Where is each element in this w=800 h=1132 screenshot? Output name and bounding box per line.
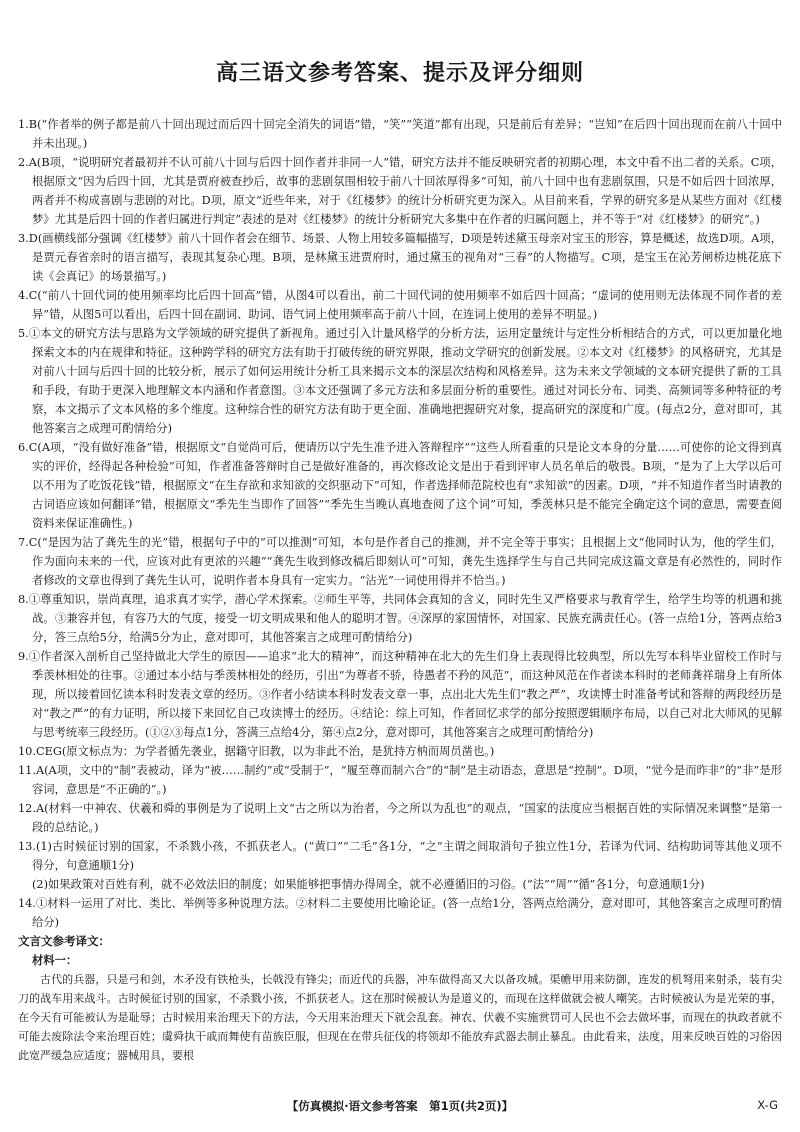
translation-text: 古代的兵器，只是弓和剑，木矛没有铁枪头，长戟没有锋尖；而近代的兵器，冲车做得高又大以备攻城。渠幨甲用来防御，连发的机弩用来射杀，装有尖刀的战车用来战斗。古时候征讨别的国家，不杀戮小孩，不抓获老人。这在那时候被认为是道义的，而现在这样做就会被人嘲笑。古时候被认为是光荣的事，在今天有可能被认为是耻辱；古时候用来治理天下的方法，今天用来治理天下就会乱套。神农、伏羲不实施赏罚可人民也不会去做坏事，而现在的执政者就不可能去废除法令来治理百姓；虞舜执干戚而舞使有苗族臣服，但现在在带兵征伐的将领却不能放弃武器去制止暴乱。由此看来，法度，用来反映百姓的习俗因此宽严缓急应适度；器械用具，要根 xyxy=(18,973,782,1062)
answer-item-6: 6.C(A项，“没有做好准备”错，根据原文“自觉尚可后，便请历以宁先生准予进入答辩程序”“这些人所看重的只是论文本身的分量……可使你的论文得到真实的评价，经得起各种检验”可知，作者准备答辩时自己是做好准备的，再次修改论文是出于看到评审人员名单后的敬畏。B项，“是为了上大学以后可以不用为了吃饭花钱”错，根据原文“在生存欲和求知欲的交织驱动下”可知，作者选择师范院校也有“求知欲”的因素。D项，“并不知道作者当时请教的古词语应该如何翻译”错，根据原文“季先生当即作了回答”“季先生当晚认真地查阅了这个词”可知，季羡林只是不能完全确定这个词的意思，需要查阅资料来保证准确性。) xyxy=(18,441,782,530)
translation-heading: 文言文参考译文： xyxy=(18,934,110,948)
answer-item-10: 10.CEG(原文标点为：为学者循先袭业，据籍守旧教，以为非此不治，是犹持方枘而周员凿也。) xyxy=(18,745,495,758)
answer-item-2: 2.A(B项，“说明研究者最初并不认可前八十回与后四十回作者并非同一人”错，研究方法并不能反映研究者的初期心理，本文中看不出二者的关系。C项，根据原文“因为后四十回，尤其是贾府被查抄后，故事的悲剧氛围相较于前八十回浓厚得多”可知，前八十回中也有悲剧氛围，只是不如后四十回浓厚，两者并不构成喜剧与悲剧的对比。D项，原文“近些年来，对于《红楼梦》的统计分析研究更为深入。从目前来看，学界的研究多是从某些方面对《红楼梦》尤其是后四十回的作者归属进行判定”表述的是对《红楼梦》的统计分析研究大多集中在作者的归属问题上，并不等于“对《红楼梦》的研究”。) xyxy=(18,156,782,226)
answer-item-12: 12.A(材料一中神农、伏羲和舜的事例是为了说明上文“古之所以为治者，今之所以为乱也”的观点，“国家的法度应当根据百姓的实际情况来调整”是第一段的总结论。) xyxy=(18,802,782,834)
material-one-title: 材料一： xyxy=(32,953,78,967)
answer-item-13-part-1: 13.(1)古时候征讨别的国家，不杀戮小孩，不抓获老人。(“黄口”“二毛”各1分，“之”主谓之间取消句子独立性1分，若译为代词、结构助词等其他义项不得分，句意通顺1分) xyxy=(18,840,782,872)
page-title: 高三语文参考答案、提示及评分细则 xyxy=(215,61,584,86)
answer-item-13-part-2: (2)如果政策对百姓有利，就不必效法旧的制度；如果能够把事情办得周全，就不必遵循旧的习俗。(“法”“周”“循”各1分，句意通顺1分) xyxy=(32,878,705,891)
page-footer xyxy=(0,1098,800,1118)
footer-code: X-G xyxy=(757,1098,778,1112)
answer-item-8: 8.①尊重知识，崇尚真理，追求真才实学，潜心学术探索。②师生平等，共同体会真知的含义，同时先生又严格要求与教育学生，给学生均等的机遇和挑战。③兼容并包，有容乃大的气度，接受一切文明成果和他人的聪明才智。④深厚的家国情怀，对国家、民族充满责任心。(答一点给1分，答两点给3分，答三点给5分，给满5分为止，意对即可，其他答案言之成理可酌情给分) xyxy=(18,593,782,644)
footer-page-info: 【仿真模拟·语文参考答案 第1页(共2页)】 xyxy=(286,1099,514,1113)
answer-item-5: 5.①本文的研究方法与思路为文学领域的研究提供了新视角。通过引入计量风格学的分析方法，运用定量统计与定性分析相结合的方式，可以更加量化地探索文本的内在规律和特征。这种跨学科的研究方法有助于打破传统的研究界限，推动文学研究的创新发展。②本文对《红楼梦》的风格研究，尤其是对前八十回与后四十回的比较分析，展示了如何运用统计分析工具来揭示文本的深层次结构和风格差异。这为未来文学领域的文本研究提供了新的工具和手段，有助于更深入地理解文本内涵和作者意图。③本文还强调了多元方法和多层面分析的重要性。通过对词长分布、词类、高频词等多种特征的考察，本文揭示了文本风格的多个维度。这种综合性的研究方法有助于更全面、准确地把握研究对象，提高研究的深度和广度。(每点2分，意对即可，其他答案言之成理可酌情给分) xyxy=(18,327,782,435)
answer-item-9: 9.①作者深入剖析自己坚持做北大学生的原因——追求“北大的精神”，而这种精神在北大的先生们身上表现得比较典型，所以先写本科毕业留校工作时与季羡林相处的往事。②通过本小结与季羡林相处的经历，引出“为尊者不骄，待愚者不矜的风范”，而这种风范在作者读本科时的老师龚祥瑞身上有所体现，所以接着回忆读本科时发表文章的经历。③作者小结读本科时发表文章一事，点出北大先生们“教之严”，攻读博士时准备考试和答辩的两段经历是对“教之严”的有力证明，所以接下来回忆自己攻读博士的经历。④结论：综上可知，作者回忆求学的部分按照逻辑顺序布局，以自己对北大师风的见解与思考统率三段经历。(①②③每点1分，答满三点给4分，第④点2分，意对即可，其他答案言之成理可酌情给分) xyxy=(18,650,782,739)
answer-list xyxy=(18,115,782,932)
answer-item-3: 3.D(画横线部分强调《红楼梦》前八十回作者会在细节、场景、人物上用较多篇幅描写，D项是转述黛玉母亲对宝玉的形容，算是概述，故选D项。A项，是贾元春省亲时的语言描写，表现其复杂心理。B项，是林黛玉进贾府时，通过黛玉的视角对“三春”的人物描写。C项，是宝玉在沁芳闸桥边桃花底下读《会真记》的场景描写。) xyxy=(18,232,782,283)
answer-item-11: 11.A(A项，文中的“制”表被动，译为“被……制约”或“受制于”，“履至尊而制六合”的“制”是主动语态，意思是“控制”。D项，“觉今是而昨非”的“非”是形容词，意思是“不正确的”。) xyxy=(18,764,782,796)
answer-item-4: 4.C(“前八十回代词的使用频率均比后四十回高”错，从图4可以看出，前二十回代词的使用频率不如后四十回高；“虚词的使用则无法体现不同作者的差异”错，从图5可以看出，后四十回在副词、助词、语气词上使用频率高于前八十回，在连词上使用的差异不明显。) xyxy=(18,289,782,321)
answer-item-14: 14.①材料一运用了对比、类比、举例等多种说理方法。②材料二主要使用比喻论证。(答一点给1分，答两点给满分，意对即可，其他答案言之成理可酌情给分) xyxy=(18,897,782,929)
answer-item-1: 1.B(“作者举的例子都是前八十回出现过而后四十回完全消失的词语”错，“笑”“笑道”都有出现，只是前后有差异；“岂知”在后四十回出现而在前八十回中并未出现。) xyxy=(18,118,782,150)
answer-item-7: 7.C(“是因为沾了龚先生的光”错，根据句子中的“可以推测”可知，本句是作者自己的推测，并不完全等于事实；且根据上文“他同时认为，他的学生们，作为面向未来的一代，应该对此有更浓的兴趣”“龚先生收到修改稿后即刻认可”可知，龚先生选择学生与自己共同完成这篇文章是有必然性的，同时作者修改的文章也得到了龚先生认可，说明作者本身具有一定实力。“沾光”一词使用得并不恰当。) xyxy=(18,536,782,587)
